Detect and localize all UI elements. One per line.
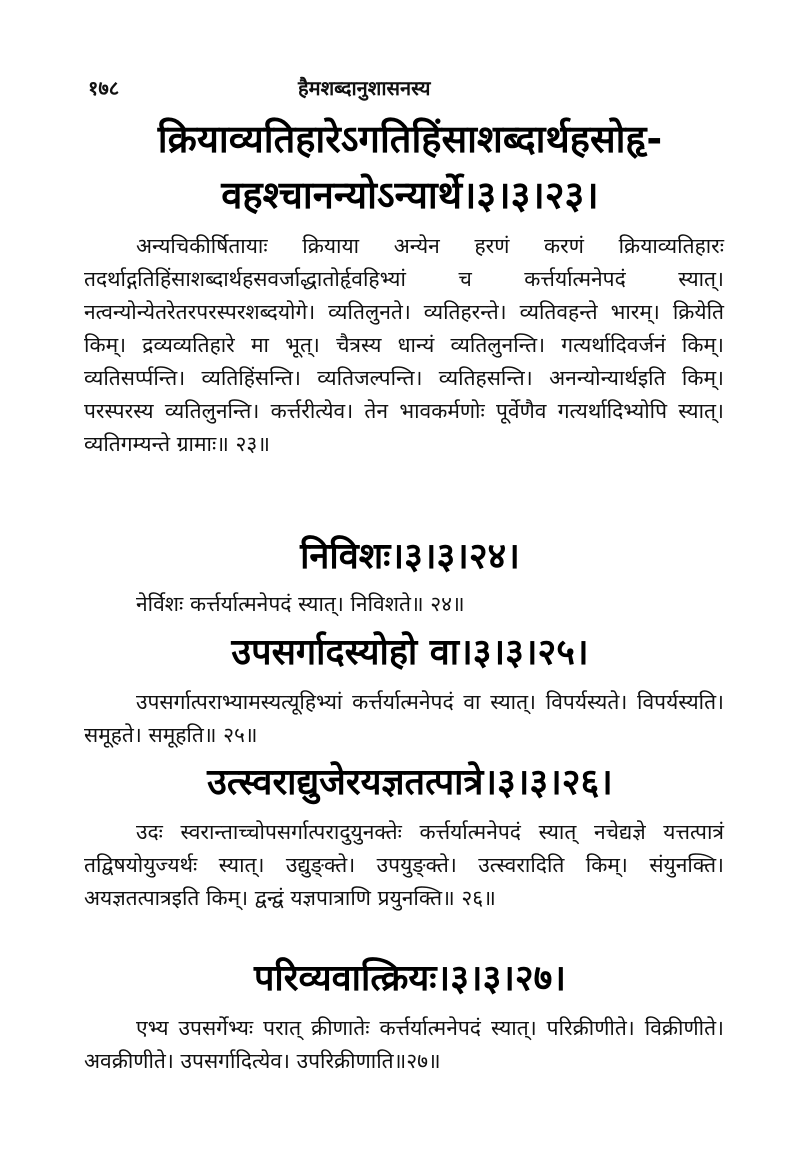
sutra-27-commentary: एभ्य उपसर्गेभ्यः परात् क्रीणातेः कर्त्तर्यात्मनेपदं स्यात्। परिक्रीणीते। विक्रीणीते। अवक्रीणीते। उपसर्गादित्येव। उपरिक्रीणाति॥२७॥ — [84, 1016, 724, 1073]
running-title: हैमशब्दानुशासनस्य — [298, 76, 431, 100]
sutra-23-heading-line1: क्रियाव्यतिहारेऽगतिहिंसाशब्दार्थहसोहृ- — [157, 117, 663, 161]
page-number: १७८ — [88, 76, 120, 100]
running-header — [88, 74, 708, 101]
sutra-25-commentary: उपसर्गात्पराभ्यामस्यत्यूहिभ्यां कर्त्तर्यात्मनेपदं वा स्यात्। विपर्यस्यते। विपर्यस्यति। समूहते। समूहति॥ २५॥ — [84, 690, 724, 747]
sutra-24-commentary: नेर्विशः कर्त्तर्यात्मनेपदं स्यात्। निविशते॥ २४॥ — [136, 592, 465, 616]
sutra-26-heading: उत्स्वराद्युजेरयज्ञतत्पात्रे।३।३।२६। — [207, 762, 613, 803]
sutra-24-heading: निविशः।३।३।२४। — [300, 536, 520, 577]
sutra-27-heading: परिव्यवात्क्रियः।३।३।२७। — [253, 958, 567, 999]
sutra-25-heading: उपसर्गादस्योहो वा।३।३।२५। — [231, 632, 589, 673]
sutra-23-commentary: अन्यचिकीर्षितायाः क्रियाया अन्येन हरणं करणं क्रियाव्यतिहारः तदर्थाद्गतिहिंसाशब्दार्थहसवर्जाद्धातोर्हृवहिभ्यां च कर्त्तर्यात्मनेपदं स्यात्। नत्वन्योन्येतरेतरपरस्परशब्दयोगे। व्यतिलुनते। व्यतिहरन्ते। व्यतिवहन्ते भारम्। क्रियेति किम्। द्रव्यव्यतिहारे मा भूत्। चैत्रस्य धान्यं व्यतिलुनन्ति। गत्यर्थादिवर्जनं किम्। व्यतिसर्प्पन्ति। व्यतिहिंसन्ति। व्यतिजल्पन्ति। व्यतिहसन्ति। अनन्योन्यार्थइति किम्। परस्परस्य व्यतिलुनन्ति। कर्त्तरीत्येव। तेन भावकर्मणोः पूर्वेणैव गत्यर्थादिभ्योपि स्यात्। व्यतिगम्यन्ते ग्रामाः॥ २३॥ — [84, 234, 724, 456]
sutra-26-commentary: उदः स्वरान्ताच्चोपसर्गात्परादुयुनक्तेः कर्त्तर्यात्मनेपदं स्यात् नचेद्यज्ञे यत्तत्पात्रं तद्विषयोयुज्यर्थः स्यात्। उद्युङ्क्ते। उपयुङ्क्ते। उत्स्वरादिति किम्। संयुनक्ति। अयज्ञतत्पात्रइति किम्। द्वन्द्वं यज्ञपात्राणि प्रयुनक्ति॥ २६॥ — [84, 820, 724, 910]
sutra-23-heading-line2: वहश्चानन्योऽन्यार्थे।३।३।२३। — [221, 173, 599, 217]
